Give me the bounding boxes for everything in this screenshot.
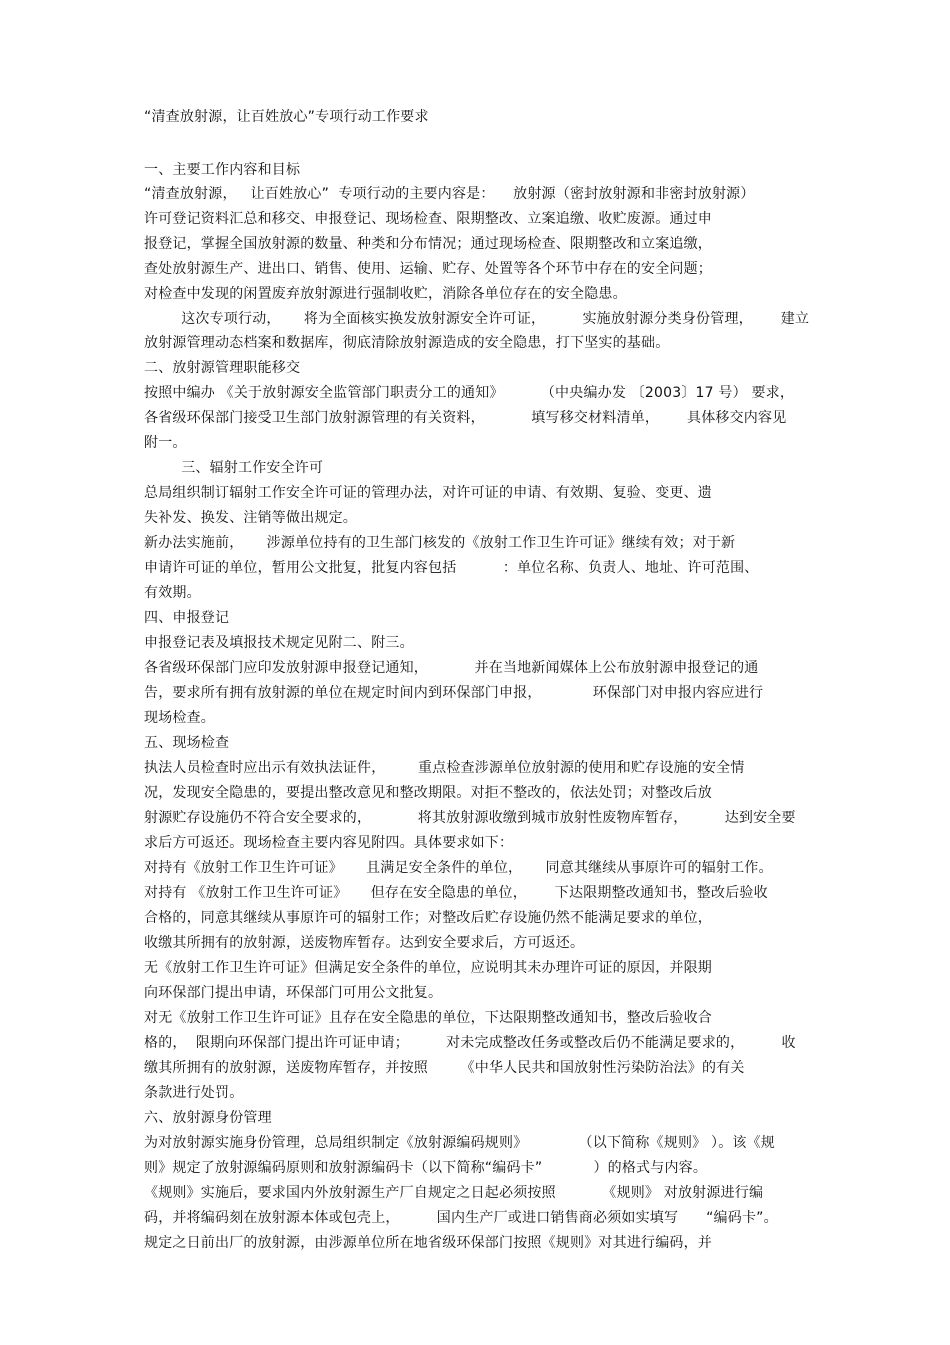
section-heading: 四、申报登记	[144, 610, 230, 626]
paragraph-line: 总局组织制订辐射工作安全许可证的管理办法，对许可证的申请、有效期、复验、变更、遗	[144, 485, 712, 501]
paragraph-line: 报登记，掌握全国放射源的数量、种类和分布情况；通过现场检查、限期整改和立案追缴，	[144, 236, 712, 252]
paragraph-line: 为对放射源实施身份管理，总局组织制定《放射源编码规则》 （以下简称《规则》 ）。该《规	[144, 1135, 775, 1151]
paragraph-line: 无《放射工作卫生许可证》但满足安全条件的单位，应说明其未办理许可证的原因，并限期	[144, 960, 712, 976]
paragraph-line: 新办法实施前， 涉源单位持有的卫生部门核发的《放射工作卫生许可证》继续有效；对于新	[144, 535, 736, 551]
section-heading: 二、放射源管理职能移交	[144, 360, 301, 376]
paragraph-line: 申请许可证的单位，暂用公文批复，批复内容包括 ：单位名称、负责人、地址、许可范围、	[144, 560, 759, 576]
document-title: “清查放射源，让百姓放心”专项行动工作要求	[144, 109, 429, 125]
section-heading: 三、辐射工作安全许可	[144, 460, 324, 476]
paragraph-line: 则》规定了放射源编码原则和放射源编码卡（以下简称“编码卡” ）的格式与内容。	[144, 1160, 708, 1176]
paragraph-line: 对无《放射工作卫生许可证》且存在安全隐患的单位，下达限期整改通知书，整改后验收合	[144, 1010, 712, 1026]
paragraph-line: 码，并将编码刻在放射源本体或包壳上， 国内生产厂或进口销售商必须如实填写 “编码卡”。	[144, 1210, 778, 1226]
paragraph-line: 申报登记表及填报技术规定见附二、附三。	[144, 635, 414, 651]
paragraph-line: 有效期。	[144, 585, 201, 601]
paragraph-line: 向环保部门提出申请，环保部门可用公文批复。	[144, 985, 443, 1001]
paragraph-line: 告，要求所有拥有放射源的单位在规定时间内到环保部门申报， 环保部门对申报内容应进行	[144, 685, 764, 701]
paragraph-line: 对检查中发现的闲置废弃放射源进行强制收贮，消除各单位存在的安全隐患。	[144, 286, 627, 302]
paragraph-line: 规定之日前出厂的放射源，由涉源单位所在地省级环保部门按照《规则》对其进行编码，并	[144, 1235, 712, 1251]
section-heading: 六、放射源身份管理	[144, 1110, 272, 1126]
paragraph-line: 各省级环保部门接受卫生部门放射源管理的有关资料， 填写移交材料清单， 具体移交内容见	[144, 410, 787, 426]
paragraph-line: 各省级环保部门应印发放射源申报登记通知， 并在当地新闻媒体上公布放射源申报登记的通	[144, 660, 759, 676]
paragraph-line: “清查放射源， 让百姓放心” 专项行动的主要内容是： 放射源（密封放射源和非密封放射源）	[144, 186, 755, 202]
paragraph-line: 缴其所拥有的放射源，送废物库暂存，并按照 《中华人民共和国放射性污染防治法》的有关	[144, 1060, 745, 1076]
section-heading: 五、现场检查	[144, 735, 230, 751]
paragraph-line: 查处放射源生产、进出口、销售、使用、运输、贮存、处置等各个环节中存在的安全问题；	[144, 261, 712, 277]
paragraph-line: 对持有 《放射工作卫生许可证》 但存在安全隐患的单位， 下达限期整改通知书，整改后验收	[144, 885, 768, 901]
paragraph-line: 合格的，同意其继续从事原许可的辐射工作；对整改后贮存设施仍然不能满足要求的单位，	[144, 910, 712, 926]
paragraph-line: 射源贮存设施仍不符合安全要求的， 将其放射源收缴到城市放射性废物库暂存， 达到安全要	[144, 810, 796, 826]
paragraph-line: 收缴其所拥有的放射源，送废物库暂存。达到安全要求后，方可返还。	[144, 935, 585, 951]
paragraph-line: 附一。	[144, 435, 187, 451]
paragraph-line: 这次专项行动， 将为全面核实换发放射源安全许可证， 实施放射源分类身份管理， 建立	[144, 311, 810, 327]
paragraph-line: 执法人员检查时应出示有效执法证件， 重点检查涉源单位放射源的使用和贮存设施的安全情	[144, 760, 745, 776]
paragraph-line: 况，发现安全隐患的，要提出整改意见和整改期限。对拒不整改的，依法处罚；对整改后放	[144, 785, 712, 801]
paragraph-line: 放射源管理动态档案和数据库，彻底清除放射源造成的安全隐患，打下坚实的基础。	[144, 335, 670, 351]
paragraph-line: 对持有《放射工作卫生许可证》 且满足安全条件的单位， 同意其继续从事原许可的辐射工作。	[144, 860, 773, 876]
paragraph-line: 失补发、换发、注销等做出规定。	[144, 510, 357, 526]
paragraph-line: 格的， 限期向环保部门提出许可证申请； 对未完成整改任务或整改后仍不能满足要求的， 收	[144, 1035, 796, 1051]
paragraph-line: 现场检查。	[144, 710, 215, 726]
section-heading: 一、主要工作内容和目标	[144, 162, 301, 178]
paragraph-line: 按照中编办 《关于放射源安全监管部门职责分工的通知》 （中央编办发 〔2003〕17 号） 要求，	[144, 385, 795, 401]
paragraph-line: 求后方可返还。现场检查主要内容见附四。具体要求如下：	[144, 835, 514, 851]
paragraph-line: 许可登记资料汇总和移交、申报登记、现场检查、限期整改、立案追缴、收贮废源。通过申	[144, 211, 712, 227]
paragraph-line: 条款进行处罚。	[144, 1085, 244, 1101]
paragraph-line: 《规则》实施后，要求国内外放射源生产厂自规定之日起必须按照 《规则》 对放射源进行编	[144, 1185, 764, 1201]
